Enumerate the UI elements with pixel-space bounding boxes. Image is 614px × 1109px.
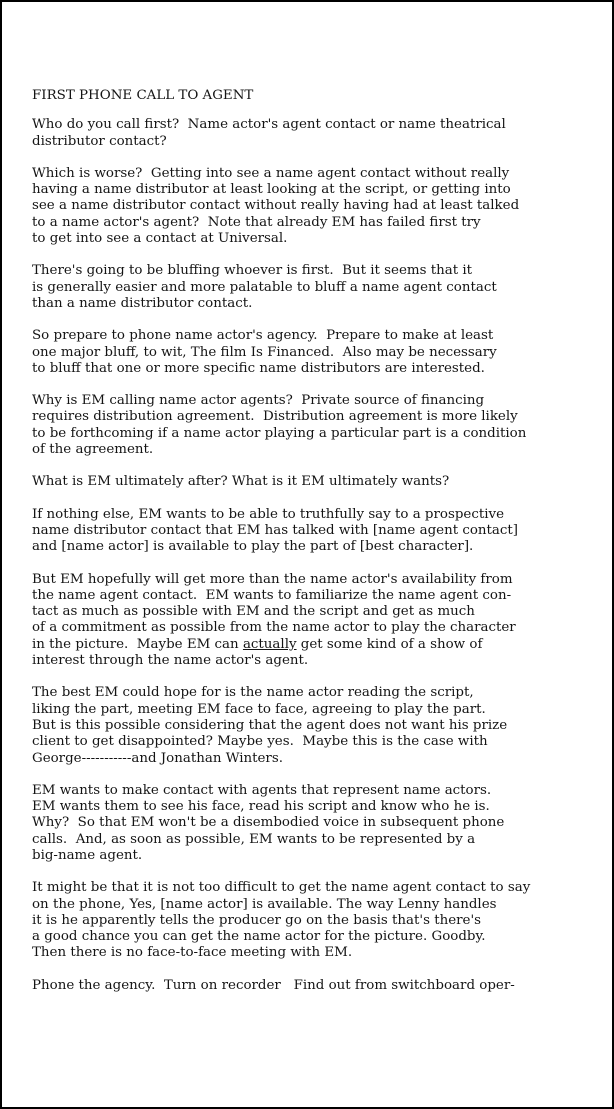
text-line: the name agent contact. EM wants to familiarize the name agent con- — [32, 587, 512, 603]
text-line: Which is worse? Getting into see a name agent contact without really — [32, 165, 510, 181]
paragraph-if-nothing-else — [32, 507, 612, 556]
text-line: big-name agent. — [32, 847, 143, 863]
text-line: liking the part, meeting EM face to face, agreeing to play the part. — [32, 701, 486, 717]
paragraph-best-hope — [32, 685, 612, 766]
text-line: than a name distributor contact. — [32, 295, 253, 311]
text-line: What is EM ultimately after? What is it EM ultimately wants? — [32, 474, 450, 490]
text-line: it is he apparently tells the producer go on the basis that's there's — [32, 912, 482, 928]
text-line: to get into see a contact at Universal. — [32, 231, 288, 247]
page-heading: FIRST PHONE CALL TO AGENT — [32, 88, 254, 103]
text-line: EM wants to make contact with agents that represent name actors. — [32, 782, 492, 798]
paragraph-phone-agency — [32, 978, 612, 994]
text-line: of a commitment as possible from the name actor to play the character — [32, 620, 516, 636]
text-line: see a name distributor contact without really having had at least talked — [32, 198, 520, 214]
text-line: Why? So that EM won't be a disembodied voice in subsequent phone — [32, 815, 505, 831]
text-line: name distributor contact that EM has talked with [name agent contact] — [32, 522, 518, 538]
text-line: a good chance you can get the name actor for the picture. Goodby. — [32, 929, 486, 945]
text-line: calls. And, as soon as possible, EM wants to be represented by a — [32, 831, 476, 847]
paragraph-lenny-handles — [32, 880, 612, 961]
text-line: Phone the agency. Turn on recorder Find out from switchboard oper- — [32, 977, 515, 993]
text-line: George-----------and Jonathan Winters. — [32, 750, 283, 766]
text-segment: in the picture. Maybe EM can — [32, 636, 243, 652]
text-line: is generally easier and more palatable to bluff a name agent contact — [32, 279, 497, 295]
text-line: tact as much as possible with EM and the script and get as much — [32, 604, 475, 620]
text-line: one major bluff, to wit, The film Is Financed. Also may be necessary — [32, 344, 497, 360]
paragraph-which-is-worse — [32, 166, 612, 247]
text-line: on the phone, Yes, [name actor] is available. The way Lenny handles — [32, 896, 497, 912]
paragraph-prepare-to-phone — [32, 328, 612, 377]
text-line: to bluff that one or more specific name distributors are interested. — [32, 360, 485, 376]
text-line: There's going to be bluffing whoever is first. But it seems that it — [32, 263, 473, 279]
text-line: So prepare to phone name actor's agency. Prepare to make at least — [32, 328, 494, 344]
text-line: But is this possible considering that the agent does not want his prize — [32, 717, 508, 733]
paragraph-why-calling-agents — [32, 393, 612, 458]
text-line: Then there is no face-to-face meeting with EM. — [32, 945, 353, 961]
text-line: distributor contact? — [32, 133, 167, 149]
text-line: client to get disappointed? Maybe yes. Maybe this is the case with — [32, 734, 488, 750]
text-line: It might be that it is not too difficult to get the name agent contact to say — [32, 880, 531, 896]
document-body — [32, 88, 612, 1010]
text-line: requires distribution agreement. Distribution agreement is more likely — [32, 409, 518, 425]
text-line: But EM hopefully will get more than the name actor's availability from — [32, 571, 513, 587]
paragraph-who-to-call — [32, 117, 612, 150]
paragraph-ultimately-after — [32, 474, 612, 490]
text-line — [32, 637, 612, 653]
text-line: Why is EM calling name actor agents? Private source of financing — [32, 393, 485, 409]
text-line: If nothing else, EM wants to be able to truthfully say to a prospective — [32, 506, 504, 522]
underlined-word: actually — [242, 636, 297, 652]
text-line: to a name actor's agent? Note that already EM has failed first try — [32, 214, 481, 230]
text-line: and [name actor] is available to play the part of [best character]. — [32, 539, 474, 555]
text-line: interest through the name actor's agent. — [32, 653, 309, 669]
text-line: The best EM could hope for is the name actor reading the script, — [32, 685, 474, 701]
paragraph-make-contact — [32, 783, 612, 864]
text-line: having a name distributor at least looking at the script, or getting into — [32, 182, 511, 198]
text-line: of the agreement. — [32, 442, 154, 458]
text-segment: get some kind of a show of — [296, 636, 483, 652]
text-line: EM wants them to see his face, read his script and know who he is. — [32, 799, 490, 815]
text-line: Who do you call first? Name actor's agent contact or name theatrical — [32, 117, 506, 133]
text-line: to be forthcoming if a name actor playing a particular part is a condition — [32, 425, 527, 441]
paragraph-more-than-availability — [32, 572, 612, 670]
paragraph-bluffing — [32, 263, 612, 312]
